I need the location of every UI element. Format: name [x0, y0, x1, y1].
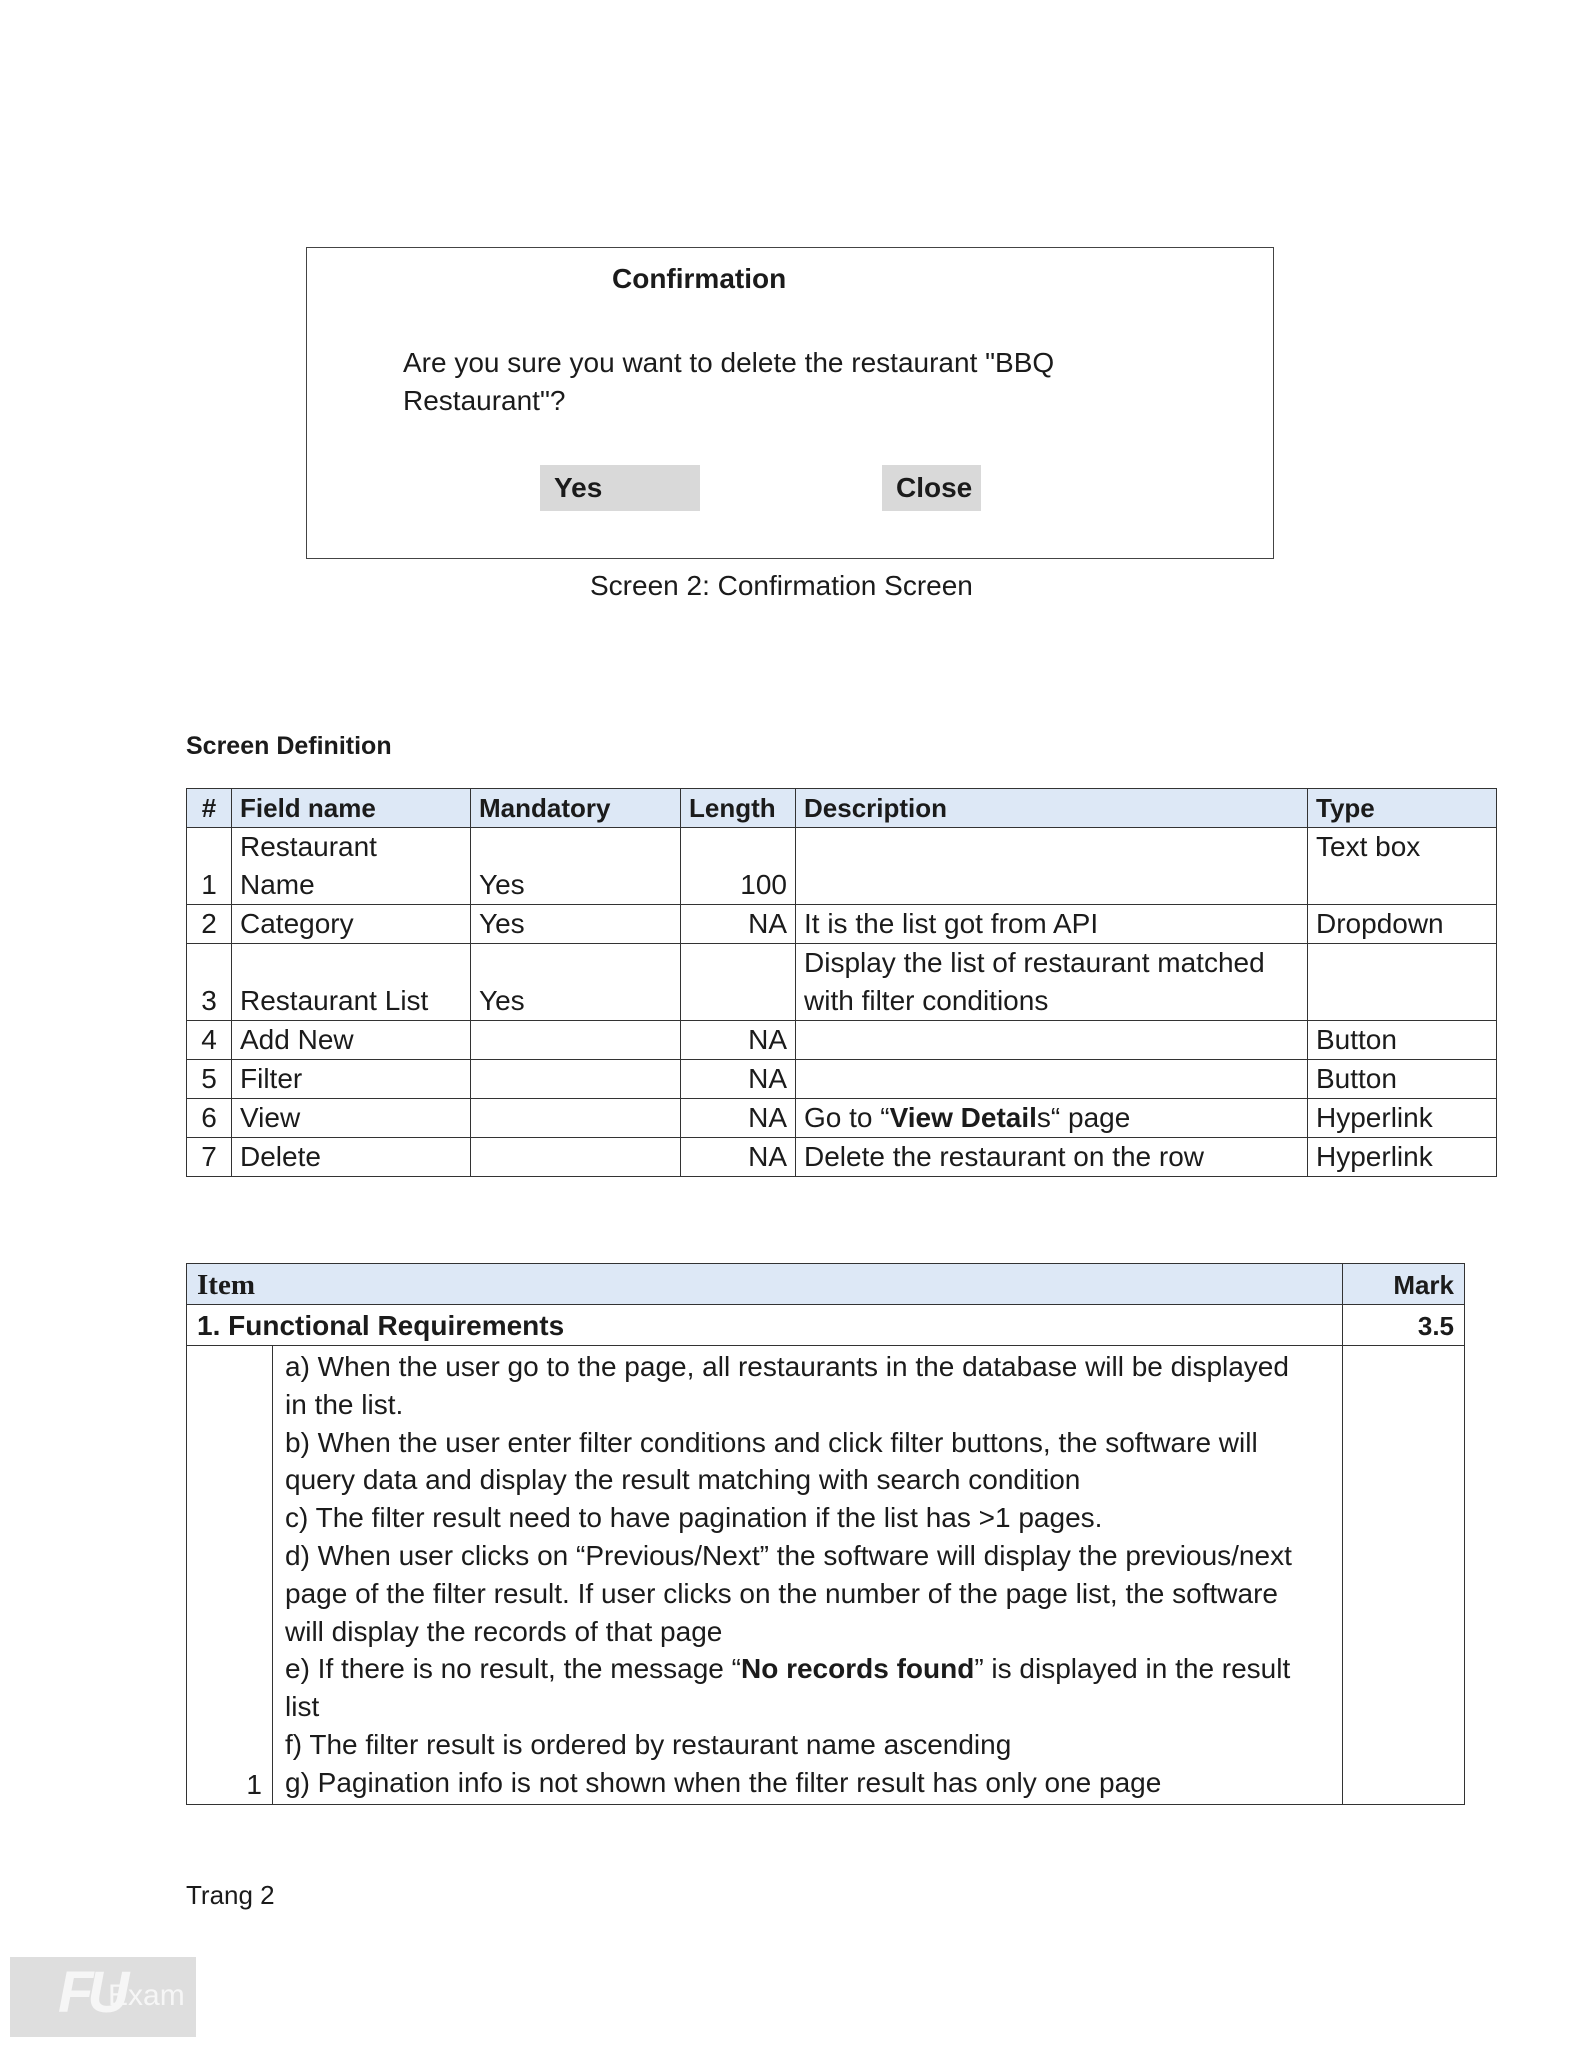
item-header: Item — [187, 1264, 1343, 1305]
mandatory-cell — [471, 1099, 681, 1138]
type-cell — [1308, 944, 1497, 1021]
page-footer: Trang 2 — [186, 1880, 275, 1910]
mandatory-cell: Yes — [471, 944, 681, 1021]
type-cell: Hyperlink — [1308, 1138, 1497, 1177]
description-text: s“ page — [1036, 1102, 1131, 1133]
table-row — [187, 1021, 1497, 1060]
requirement-text: e) If there is no result, the message “ — [285, 1653, 741, 1685]
dialog-message-line: Restaurant"? — [403, 385, 566, 416]
table-row — [187, 828, 1497, 905]
yes-button[interactable]: Yes — [540, 465, 700, 511]
mark-cell — [1343, 1346, 1465, 1805]
field-name-cell: View — [232, 1099, 471, 1138]
confirmation-dialog — [306, 247, 1274, 559]
screen-definition-table — [186, 788, 1497, 1177]
length-cell: NA — [681, 905, 796, 944]
requirement-line: query data and display the result matching with search condition — [285, 1464, 1081, 1496]
requirement-line: page of the filter result. If user clicks on the number of the page list, the software — [285, 1577, 1278, 1609]
watermark-logo — [10, 1957, 196, 2037]
description-cell — [796, 1060, 1308, 1099]
length-cell: 100 — [681, 828, 796, 905]
field-name-cell: Category — [232, 905, 471, 944]
table-row — [187, 1138, 1497, 1177]
field-name-line: Restaurant — [240, 831, 377, 862]
requirement-line: list — [285, 1691, 320, 1723]
type-cell: Dropdown — [1308, 905, 1497, 944]
mandatory-cell — [471, 1138, 681, 1177]
column-header: Type — [1308, 789, 1497, 828]
dialog-message-line: Are you sure you want to delete the restaurant "BBQ — [403, 347, 1055, 378]
column-header: Field name — [232, 789, 471, 828]
fu-logo-icon: FU — [58, 1960, 124, 2025]
row-index: 3 — [187, 944, 232, 1021]
mandatory-cell — [471, 1021, 681, 1060]
column-header: Length — [681, 789, 796, 828]
requirement-line: f) The filter result is ordered by restaurant name ascending — [285, 1728, 1012, 1760]
type-cell: Button — [1308, 1021, 1497, 1060]
requirement-line: c) The filter result need to have pagination if the list has >1 pages. — [285, 1502, 1103, 1534]
section-mark: 3.5 — [1343, 1305, 1465, 1346]
requirement-line — [285, 1650, 1332, 1688]
length-cell: NA — [681, 1099, 796, 1138]
requirement-line: g) Pagination info is not shown when the filter result has only one page — [285, 1766, 1162, 1798]
description-cell — [796, 828, 1308, 905]
row-index: 6 — [187, 1099, 232, 1138]
description-cell: Delete the restaurant on the row — [796, 1138, 1308, 1177]
table-row — [187, 905, 1497, 944]
screen-definition-heading: Screen Definition — [186, 732, 392, 760]
length-cell: NA — [681, 1060, 796, 1099]
description-line: Display the list of restaurant matched — [804, 947, 1265, 978]
requirement-row — [187, 1346, 1465, 1805]
section-row — [187, 1305, 1465, 1346]
row-index: 1 — [187, 828, 232, 905]
length-cell: NA — [681, 1021, 796, 1060]
mandatory-cell: Yes — [471, 905, 681, 944]
field-name-cell — [232, 828, 471, 905]
close-button[interactable]: Close — [882, 465, 981, 511]
section-title: 1. Functional Requirements — [187, 1305, 1343, 1346]
description-cell — [796, 944, 1308, 1021]
requirement-line: in the list. — [285, 1388, 404, 1420]
row-index: 2 — [187, 905, 232, 944]
field-name-cell: Filter — [232, 1060, 471, 1099]
column-header: Mandatory — [471, 789, 681, 828]
table-row — [187, 944, 1497, 1021]
mark-header: Mark — [1343, 1264, 1465, 1305]
dialog-message — [403, 344, 1103, 420]
requirement-line: d) When user clicks on “Previous/Next” the software will display the previous/next — [285, 1539, 1292, 1571]
mandatory-cell: Yes — [471, 828, 681, 905]
mandatory-cell — [471, 1060, 681, 1099]
row-index: 5 — [187, 1060, 232, 1099]
row-index: 1 — [187, 1346, 273, 1805]
length-cell: NA — [681, 1138, 796, 1177]
type-cell: Button — [1308, 1060, 1497, 1099]
row-index: 4 — [187, 1021, 232, 1060]
field-name-line: Name — [240, 869, 315, 900]
marking-table — [186, 1263, 1465, 1805]
marking-header-row — [187, 1264, 1465, 1305]
dialog-title: Confirmation — [612, 263, 787, 294]
field-name-cell: Delete — [232, 1138, 471, 1177]
requirement-text: ” is displayed in the result — [974, 1653, 1291, 1685]
requirement-bold-text: No records found — [740, 1653, 975, 1685]
field-name-cell: Add New — [232, 1021, 471, 1060]
column-header: # — [187, 789, 232, 828]
description-bold-text: View Detail — [889, 1102, 1037, 1133]
description-cell: It is the list got from API — [796, 905, 1308, 944]
logo-text: Exam — [108, 1979, 185, 2012]
field-name-cell: Restaurant List — [232, 944, 471, 1021]
description-text: Go to “ — [804, 1102, 890, 1133]
type-cell: Text box — [1308, 828, 1497, 905]
screen-caption: Screen 2: Confirmation Screen — [590, 570, 973, 601]
requirement-line: b) When the user enter filter conditions and click filter buttons, the software will — [285, 1426, 1258, 1458]
table-row — [187, 1060, 1497, 1099]
row-index: 7 — [187, 1138, 232, 1177]
table-row — [187, 1099, 1497, 1138]
requirements-cell — [273, 1346, 1343, 1805]
table-header-row — [187, 789, 1497, 828]
length-cell — [681, 944, 796, 1021]
description-line: with filter conditions — [804, 985, 1049, 1016]
description-cell — [796, 1021, 1308, 1060]
column-header: Description — [796, 789, 1308, 828]
requirement-line: will display the records of that page — [285, 1615, 723, 1647]
requirement-line: a) When the user go to the page, all restaurants in the database will be displayed — [285, 1351, 1289, 1382]
type-cell: Hyperlink — [1308, 1099, 1497, 1138]
description-cell — [796, 1099, 1308, 1138]
